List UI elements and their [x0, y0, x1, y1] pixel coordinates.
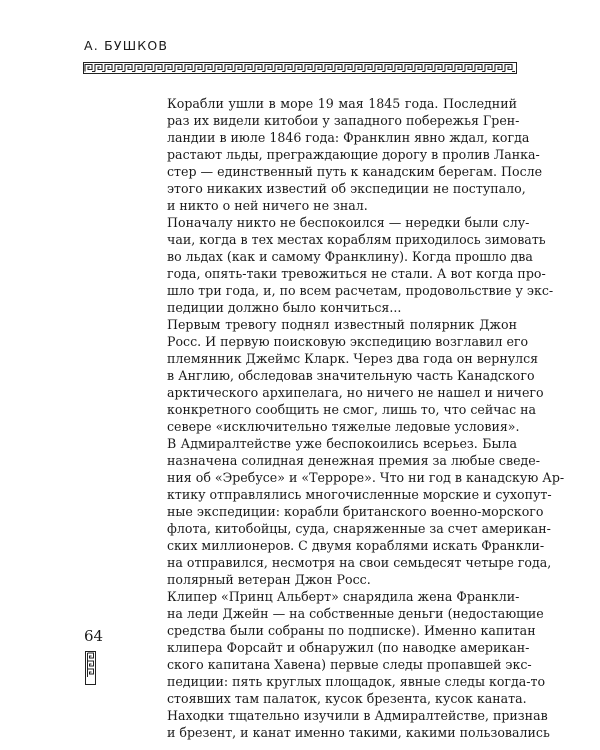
- text-line: Клипер «Принц Альберт» снарядила жена Франкли-: [167, 589, 520, 604]
- text-line: чаи, когда в тех местах кораблям приходилось зимовать: [167, 232, 546, 247]
- paragraph: [147, 435, 565, 588]
- text-line: раз их видели китобои у западного побережья Грен-: [167, 113, 520, 128]
- text-line: флота, китобойцы, суда, снаряженные за счет американ-: [167, 521, 551, 536]
- text-line: стоявших там палаток, кусок брезента, кусок каната.: [167, 691, 527, 706]
- text-line: полярный ветеран Джон Росс.: [167, 572, 371, 587]
- text-line: Находки тщательно изучили в Адмиралтействе, признав: [167, 708, 548, 723]
- page-number: 64: [84, 627, 104, 645]
- text-line: во льдах (как и самому Франклину). Когда прошло два: [167, 249, 533, 264]
- text-line: Корабли ушли в море 19 мая 1845 года. Последний: [167, 96, 517, 111]
- body-text: [147, 95, 565, 741]
- text-line: Росс. И первую поисковую экспедицию возглавил его: [167, 334, 529, 349]
- paragraph: [147, 95, 543, 214]
- text-line: этого никаких известий об экспедиции не поступало,: [167, 181, 526, 196]
- text-line: стер — единственный путь к канадским берегам. После: [167, 164, 543, 179]
- text-line: Первым тревогу поднял известный полярник Джон: [167, 317, 517, 332]
- text-line: арктического архипелага, но ничего не нашел и ничего: [167, 385, 544, 400]
- text-line: назначена солидная денежная премия за любые сведе-: [167, 453, 540, 468]
- text-line: ского капитана Хавена) первые следы пропавшей экс-: [167, 657, 532, 672]
- text-line: педиции должно было кончиться...: [167, 300, 402, 315]
- running-head: А. БУШКОВ: [84, 38, 169, 53]
- text-line: Поначалу никто не беспокоился — нередки были слу-: [167, 215, 530, 230]
- text-line: В Адмиралтействе уже беспокоились всерьез. Была: [167, 436, 517, 451]
- text-line: ских миллионеров. С двумя кораблями искать Франкли-: [167, 538, 545, 553]
- text-line: конкретного сообщить не смог, лишь то, что сейчас на: [167, 402, 537, 417]
- text-line: ландии в июле 1846 года: Франклин явно ждал, когда: [167, 130, 530, 145]
- text-line: года, опять-таки тревожиться не стали. А вот когда про-: [167, 266, 546, 281]
- paragraph: [147, 214, 554, 316]
- text-line: средства были собраны по подписке). Именно капитан: [167, 623, 536, 638]
- text-line: ктику отправлялись многочисленные морские и сухопут-: [167, 487, 552, 502]
- text-line: севере «исключительно тяжелые ледовые условия».: [167, 419, 520, 434]
- paragraph: [147, 588, 550, 741]
- text-line: клипера Форсайт и обнаружил (по наводке американ-: [167, 640, 530, 655]
- folio-greek-key-ornament: [85, 651, 96, 685]
- greek-key-border-ornament: [83, 62, 517, 74]
- text-line: на леди Джейн — на собственные деньги (недостающие: [167, 606, 544, 621]
- paragraph: [147, 316, 544, 435]
- text-line: растают льды, преграждающие дорогу в пролив Ланка-: [167, 147, 540, 162]
- text-line: и никто о ней ничего не знал.: [167, 198, 368, 213]
- text-line: племянник Джеймс Кларк. Через два года он вернулся: [167, 351, 539, 366]
- text-line: и брезент, и канат именно такими, какими пользовались: [167, 725, 550, 740]
- text-line: педиции: пять круглых площадок, явные следы когда-то: [167, 674, 546, 689]
- text-line: ния об «Эребусе» и «Терроре». Что ни год в канадскую Ар-: [167, 470, 565, 485]
- text-line: в Англию, обследовав значительную часть Канадского: [167, 368, 535, 383]
- text-line: ные экспедиции: корабли британского военно-морского: [167, 504, 544, 519]
- text-line: шло три года, и, по всем расчетам, продовольствие у экс-: [167, 283, 554, 298]
- text-line: на отправился, несмотря на свои семьдесят четыре года,: [167, 555, 552, 570]
